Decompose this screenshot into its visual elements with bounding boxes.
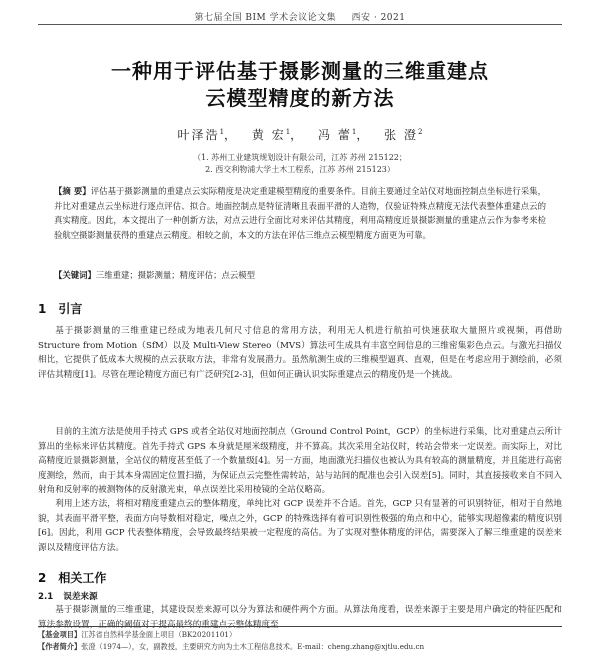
section-1-heading (38, 300, 82, 317)
fund-text: 江苏省自然科学基金面上项目（BK20201101） (81, 630, 237, 639)
conference-name: 第七届全国 BIM 学术会议论文集 (194, 13, 337, 23)
keywords (54, 268, 546, 282)
paragraph: 利用上述方法，将相对精度重建点云的整体精度，单纯比对 GCP 误差并不合适。首先，GCP 只有显著的可识别特征，相对于自然地貌，其表面平滑平整，表面方向导数相对稳定，噪点之外，GCP 的特殊选择有着可识别性极强的角点和中心，能够实现超像素的精度识别[6]。因此，利用 GCP 代表整体精度，会导致最终结果被一定程度的高估。为了实现对整体精度的评估，需要深入了解三维重建的误差来源以及精度评估方法。 (38, 499, 562, 553)
affiliation-1: （1. 苏州工业建筑规划设计有限公司，江苏 苏州 215122； (193, 153, 407, 162)
running-header (0, 10, 600, 23)
title-line-1: 一种用于评估基于摄影测量的三维重建点 (111, 59, 489, 83)
abstract-label: 【摘 要】 (54, 186, 91, 196)
paragraph: 基于摄影测量的三维重建，其建设误差来源可以分为算法和硬件两个方面。从算法角度看，误差来源于主要是用户确定的特征匹配和算法参数设置，正确的阈值对于提高最终的重建点云整体精度至 (38, 605, 562, 630)
section-number: 1 (38, 302, 47, 316)
affiliation-2: 2. 西交利物浦大学土木工程系，江苏 苏州 215123） (205, 165, 395, 174)
header-divider (38, 24, 562, 25)
conference-location: 西安 · 2021 (351, 13, 406, 23)
author: 张 澄$^2$ (384, 128, 423, 142)
author-info-text: 张澄（1974—），女，副教授，主要研究方向为土木工程信息技术。E-mail：cheng.zhang@xjtlu.edu.cn (81, 642, 425, 651)
author: 叶泽浩$^1$， (177, 128, 239, 142)
section-number: 2 (38, 571, 47, 585)
author: 冯 蕾$^1$， (318, 128, 371, 142)
title-line-2: 云模型精度的新方法 (205, 86, 395, 110)
author: 黄 宏$^1$， (251, 128, 305, 142)
paragraph: 目前的主流方法是使用手持式 GPS 或者全站仪对地面控制点（Ground Control Point，GCP）的坐标进行采集，比对重建点云所计算出的坐标来评估其精度。首先手持式 GPS 本身就是厘米级精度，并不算高。其次采用全站仪时，转站会带来一定误差。而实际上，对比高精度近景摄影测量，全站仪的精度甚至低了一个数量级[4]。另一方面，地面激光扫描仪也被认为具有较高的测量精度，并且能进行高密度测绘，然而，由于其本身需固定位置扫描，为保证点云完整性需转站，站与站间的配准也会引入误差[5]。同时，其直接接收来自不同入射角和反射率的被测物体的反射激光束，单点误差比采用棱镜的全站仪略高。 (38, 427, 562, 496)
section-title: 相关工作 (58, 571, 107, 585)
paper-title (40, 58, 560, 112)
keywords-text: 三维重建；摄影测量；精度评估；点云模型 (95, 270, 255, 280)
subsection-heading (38, 590, 98, 602)
fund-label: 【基金项目】 (38, 630, 82, 639)
footnote-divider (38, 626, 562, 627)
author-info-label: 【作者简介】 (38, 642, 82, 651)
subsection-number: 2.1 (38, 592, 54, 602)
abstract-text: 评估基于摄影测量的重建点云实际精度是决定重建模型精度的重要条件。目前主要通过全站仪对地面控制点坐标进行采集，并比对重建点云坐标进行逐点评估、拟合。地面控制点是特征清晰且表面平滑的人造物，仅验证特殊点精度无法代表整体重建点云的真实精度。因此，本文提出了一种创新方法，对点云进行全面比对来评估其精度，利用高精度近景摄影测量的重建点云作为参考来检验航空摄影测量获得的重建点云精度。相较之前，本文的方法在评估三维点云模型精度方面更为可靠。 (54, 186, 546, 240)
section-title: 引言 (58, 302, 83, 316)
keywords-label: 【关键词】 (54, 270, 96, 280)
paragraph: 基于摄影测量的三维重建已经成为地表几何尺寸信息的常用方法，利用无人机进行航拍可快速获取大量照片或视频，再借助 Structure from Motion（SfM）以及 Multi-View Stereo（MVS）算法可生成具有丰富空间信息的三维密集彩色点云。与激光扫描仪相比，它提供了低成本大规模的点云获取方法，非常有发展潜力。虽然航测生成的三维模型逼真、直观，但是在考虑应用于测绘前，必须评估其精度[1]。尽管在理论精度方面已有广泛研究[2-3]，但如何正确认识实际重建点云的精度仍是一个挑战。 (38, 326, 562, 380)
section-2-heading (38, 569, 106, 586)
author-list (0, 126, 600, 143)
fund-footnote (38, 630, 562, 640)
abstract (54, 184, 546, 242)
subsection-title: 误差来源 (63, 592, 98, 602)
author-footnote (38, 642, 562, 652)
